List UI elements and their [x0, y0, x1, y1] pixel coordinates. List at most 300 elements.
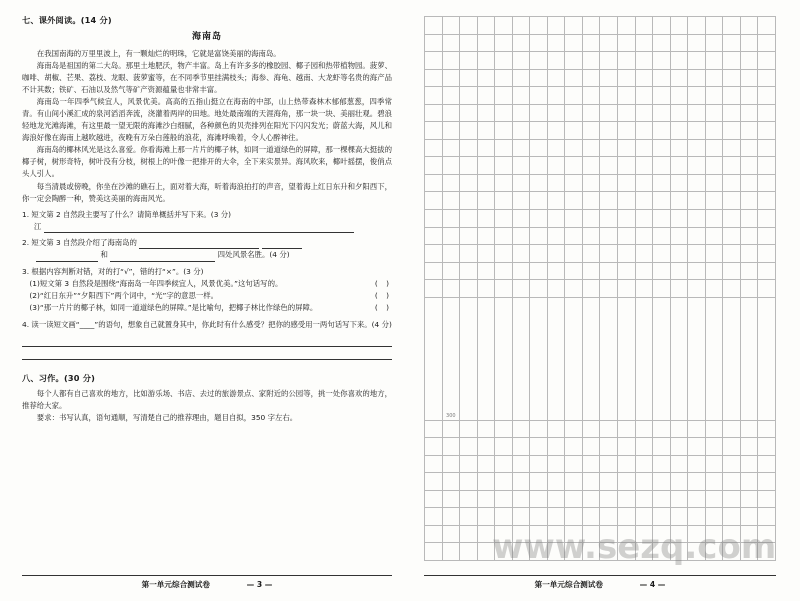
grid-cell[interactable] — [723, 420, 741, 438]
grid-cell[interactable] — [600, 455, 618, 473]
grid-cell[interactable] — [477, 420, 495, 438]
grid-cell[interactable] — [460, 69, 478, 87]
grid-cell[interactable] — [670, 174, 688, 192]
grid-cell[interactable] — [425, 508, 443, 526]
grid-cell[interactable] — [477, 139, 495, 157]
grid-cell[interactable] — [670, 104, 688, 122]
answer-blank[interactable] — [44, 223, 354, 233]
grid-cell[interactable] — [565, 473, 583, 491]
grid-cell[interactable] — [495, 262, 513, 280]
grid-cell[interactable] — [495, 157, 513, 175]
grid-cell[interactable] — [653, 280, 671, 298]
grid-cell[interactable] — [653, 262, 671, 280]
grid-cell[interactable] — [565, 508, 583, 526]
grid-cell[interactable] — [688, 69, 706, 87]
grid-cell[interactable] — [705, 227, 723, 245]
grid-cell[interactable] — [618, 280, 636, 298]
grid-cell[interactable] — [495, 297, 513, 420]
grid-cell[interactable] — [582, 122, 600, 140]
grid-cell[interactable] — [442, 420, 460, 438]
grid-cell[interactable] — [460, 87, 478, 105]
grid-cell[interactable] — [670, 139, 688, 157]
grid-cell[interactable] — [477, 227, 495, 245]
grid-cell[interactable] — [688, 34, 706, 52]
grid-cell[interactable] — [425, 17, 443, 35]
grid-cell[interactable] — [758, 455, 776, 473]
grid-cell[interactable] — [740, 174, 758, 192]
grid-cell[interactable] — [547, 227, 565, 245]
grid-cell[interactable] — [460, 192, 478, 210]
grid-cell[interactable] — [425, 543, 443, 561]
grid-cell[interactable] — [600, 69, 618, 87]
grid-cell[interactable] — [547, 245, 565, 263]
grid-cell[interactable] — [460, 104, 478, 122]
grid-cell[interactable] — [477, 262, 495, 280]
grid-cell[interactable] — [495, 245, 513, 263]
grid-cell[interactable] — [740, 262, 758, 280]
grid-cell[interactable] — [547, 438, 565, 456]
grid-cell[interactable] — [705, 34, 723, 52]
grid-cell[interactable] — [512, 34, 530, 52]
grid-cell[interactable] — [705, 262, 723, 280]
grid-cell[interactable] — [460, 473, 478, 491]
grid-cell[interactable] — [705, 104, 723, 122]
grid-cell[interactable] — [740, 17, 758, 35]
grid-cell[interactable] — [512, 490, 530, 508]
grid-cell[interactable] — [600, 157, 618, 175]
grid-cell[interactable] — [460, 508, 478, 526]
grid-cell[interactable] — [688, 122, 706, 140]
grid-cell[interactable] — [705, 17, 723, 35]
grid-cell[interactable] — [530, 174, 548, 192]
grid-cell[interactable] — [477, 34, 495, 52]
grid-cell[interactable] — [442, 34, 460, 52]
grid-cell[interactable] — [740, 52, 758, 70]
grid-cell[interactable] — [670, 122, 688, 140]
grid-cell[interactable] — [635, 210, 653, 228]
grid-cell[interactable] — [723, 69, 741, 87]
grid-cell[interactable] — [635, 227, 653, 245]
grid-cell[interactable] — [530, 490, 548, 508]
grid-cell[interactable] — [600, 52, 618, 70]
grid-cell[interactable] — [565, 227, 583, 245]
grid-cell[interactable] — [600, 280, 618, 298]
grid-cell[interactable] — [512, 473, 530, 491]
grid-cell[interactable] — [477, 192, 495, 210]
grid-cell[interactable] — [758, 508, 776, 526]
grid-cell[interactable] — [723, 87, 741, 105]
grid-cell[interactable] — [688, 104, 706, 122]
grid-cell[interactable] — [547, 174, 565, 192]
grid-cell[interactable] — [530, 280, 548, 298]
grid-cell[interactable] — [425, 69, 443, 87]
answer-blank[interactable] — [36, 253, 98, 262]
grid-cell[interactable] — [635, 455, 653, 473]
grid-cell[interactable] — [495, 174, 513, 192]
grid-cell[interactable] — [635, 280, 653, 298]
grid-cell[interactable] — [635, 34, 653, 52]
grid-cell[interactable] — [512, 87, 530, 105]
grid-cell[interactable] — [565, 438, 583, 456]
grid-cell[interactable] — [618, 262, 636, 280]
grid-cell[interactable] — [653, 227, 671, 245]
grid-cell[interactable] — [530, 157, 548, 175]
grid-cell[interactable] — [442, 69, 460, 87]
grid-cell[interactable] — [688, 210, 706, 228]
grid-cell[interactable] — [530, 139, 548, 157]
grid-cell[interactable] — [670, 438, 688, 456]
word-count-mark[interactable]: 300 — [442, 297, 460, 420]
grid-cell[interactable] — [582, 157, 600, 175]
grid-cell[interactable] — [582, 490, 600, 508]
grid-cell[interactable] — [565, 174, 583, 192]
grid-cell[interactable] — [740, 420, 758, 438]
grid-cell[interactable] — [582, 280, 600, 298]
grid-cell[interactable] — [512, 245, 530, 263]
grid-cell[interactable] — [705, 139, 723, 157]
grid-cell[interactable] — [442, 473, 460, 491]
grid-cell[interactable] — [670, 455, 688, 473]
grid-cell[interactable] — [425, 473, 443, 491]
grid-cell[interactable] — [670, 280, 688, 298]
grid-cell[interactable] — [618, 104, 636, 122]
grid-cell[interactable] — [723, 34, 741, 52]
grid-cell[interactable] — [565, 280, 583, 298]
grid-cell[interactable] — [705, 455, 723, 473]
grid-cell[interactable] — [547, 87, 565, 105]
grid-cell[interactable] — [670, 473, 688, 491]
grid-cell[interactable] — [547, 508, 565, 526]
grid-cell[interactable] — [740, 34, 758, 52]
grid-cell[interactable] — [460, 227, 478, 245]
grid-cell[interactable] — [653, 104, 671, 122]
grid-cell[interactable] — [758, 52, 776, 70]
grid-cell[interactable] — [582, 139, 600, 157]
grid-cell[interactable] — [425, 525, 443, 543]
grid-cell[interactable] — [670, 17, 688, 35]
grid-cell[interactable] — [460, 157, 478, 175]
grid-cell[interactable] — [425, 210, 443, 228]
grid-cell[interactable] — [758, 174, 776, 192]
grid-cell[interactable] — [495, 69, 513, 87]
grid-cell[interactable] — [442, 139, 460, 157]
grid-cell[interactable] — [688, 17, 706, 35]
grid-cell[interactable] — [547, 210, 565, 228]
grid-cell[interactable] — [530, 438, 548, 456]
grid-cell[interactable] — [530, 52, 548, 70]
grid-cell[interactable] — [705, 297, 723, 420]
grid-cell[interactable] — [670, 227, 688, 245]
grid-cell[interactable] — [758, 139, 776, 157]
grid-cell[interactable] — [565, 455, 583, 473]
grid-cell[interactable] — [565, 297, 583, 420]
grid-cell[interactable] — [565, 262, 583, 280]
answer-blank[interactable] — [22, 334, 392, 347]
grid-cell[interactable] — [460, 543, 478, 561]
grid-cell[interactable] — [740, 122, 758, 140]
grid-cell[interactable] — [740, 157, 758, 175]
grid-cell[interactable] — [705, 438, 723, 456]
grid-cell[interactable] — [688, 262, 706, 280]
grid-cell[interactable] — [600, 420, 618, 438]
grid-cell[interactable] — [723, 139, 741, 157]
grid-cell[interactable] — [477, 122, 495, 140]
grid-cell[interactable] — [495, 52, 513, 70]
grid-cell[interactable] — [547, 473, 565, 491]
grid-cell[interactable] — [582, 174, 600, 192]
grid-cell[interactable] — [600, 34, 618, 52]
grid-cell[interactable] — [618, 17, 636, 35]
grid-cell[interactable] — [600, 262, 618, 280]
grid-cell[interactable] — [758, 192, 776, 210]
grid-cell[interactable] — [530, 297, 548, 420]
grid-cell[interactable] — [565, 420, 583, 438]
grid-cell[interactable] — [460, 455, 478, 473]
grid-cell[interactable] — [688, 192, 706, 210]
grid-cell[interactable] — [425, 280, 443, 298]
grid-cell[interactable] — [512, 157, 530, 175]
grid-cell[interactable] — [618, 122, 636, 140]
grid-cell[interactable] — [495, 34, 513, 52]
grid-cell[interactable] — [530, 245, 548, 263]
grid-cell[interactable] — [425, 139, 443, 157]
grid-cell[interactable] — [600, 210, 618, 228]
grid-cell[interactable] — [442, 280, 460, 298]
grid-cell[interactable] — [565, 122, 583, 140]
grid-cell[interactable] — [442, 227, 460, 245]
grid-cell[interactable] — [670, 87, 688, 105]
grid-cell[interactable] — [635, 157, 653, 175]
grid-cell[interactable] — [635, 473, 653, 491]
grid-cell[interactable] — [618, 87, 636, 105]
grid-cell[interactable] — [653, 438, 671, 456]
grid-cell[interactable] — [618, 420, 636, 438]
grid-cell[interactable] — [442, 104, 460, 122]
grid-cell[interactable] — [618, 297, 636, 420]
grid-cell[interactable] — [635, 490, 653, 508]
grid-cell[interactable] — [530, 210, 548, 228]
grid-cell[interactable] — [688, 438, 706, 456]
grid-cell[interactable] — [600, 139, 618, 157]
grid-cell[interactable] — [618, 52, 636, 70]
grid-cell[interactable] — [425, 52, 443, 70]
grid-cell[interactable] — [758, 473, 776, 491]
grid-cell[interactable] — [653, 52, 671, 70]
grid-cell[interactable] — [723, 174, 741, 192]
grid-cell[interactable] — [723, 297, 741, 420]
grid-cell[interactable] — [530, 104, 548, 122]
grid-cell[interactable] — [547, 69, 565, 87]
grid-cell[interactable] — [547, 192, 565, 210]
grid-cell[interactable] — [723, 157, 741, 175]
grid-cell[interactable] — [688, 52, 706, 70]
grid-cell[interactable] — [425, 227, 443, 245]
grid-cell[interactable] — [460, 280, 478, 298]
grid-cell[interactable] — [512, 210, 530, 228]
grid-cell[interactable] — [618, 157, 636, 175]
grid-cell[interactable] — [512, 52, 530, 70]
grid-cell[interactable] — [477, 17, 495, 35]
grid-cell[interactable] — [512, 192, 530, 210]
grid-cell[interactable] — [512, 438, 530, 456]
grid-cell[interactable] — [653, 34, 671, 52]
grid-cell[interactable] — [635, 122, 653, 140]
grid-cell[interactable] — [758, 87, 776, 105]
grid-cell[interactable] — [477, 438, 495, 456]
grid-cell[interactable] — [565, 157, 583, 175]
grid-cell[interactable] — [705, 245, 723, 263]
grid-cell[interactable] — [653, 17, 671, 35]
grid-cell[interactable] — [635, 420, 653, 438]
grid-cell[interactable] — [618, 34, 636, 52]
grid-cell[interactable] — [495, 227, 513, 245]
grid-cell[interactable] — [635, 69, 653, 87]
grid-cell[interactable] — [618, 508, 636, 526]
grid-cell[interactable] — [635, 52, 653, 70]
grid-cell[interactable] — [512, 280, 530, 298]
grid-cell[interactable] — [425, 34, 443, 52]
grid-cell[interactable] — [688, 139, 706, 157]
grid-cell[interactable] — [512, 262, 530, 280]
grid-cell[interactable] — [495, 473, 513, 491]
grid-cell[interactable] — [512, 17, 530, 35]
grid-cell[interactable] — [740, 490, 758, 508]
grid-cell[interactable] — [442, 87, 460, 105]
grid-cell[interactable] — [688, 87, 706, 105]
grid-cell[interactable] — [758, 420, 776, 438]
grid-cell[interactable] — [582, 87, 600, 105]
grid-cell[interactable] — [530, 508, 548, 526]
grid-cell[interactable] — [582, 455, 600, 473]
grid-cell[interactable] — [653, 508, 671, 526]
grid-cell[interactable] — [495, 280, 513, 298]
grid-cell[interactable] — [425, 438, 443, 456]
grid-cell[interactable] — [477, 297, 495, 420]
grid-cell[interactable] — [460, 525, 478, 543]
grid-cell[interactable] — [758, 34, 776, 52]
grid-cell[interactable] — [758, 122, 776, 140]
grid-cell[interactable] — [442, 262, 460, 280]
truefalse-box[interactable]: ( ) — [374, 278, 392, 288]
grid-cell[interactable] — [460, 174, 478, 192]
grid-cell[interactable] — [547, 455, 565, 473]
grid-cell[interactable] — [530, 192, 548, 210]
grid-cell[interactable] — [460, 52, 478, 70]
grid-cell[interactable] — [582, 245, 600, 263]
grid-cell[interactable] — [705, 280, 723, 298]
grid-cell[interactable] — [460, 34, 478, 52]
grid-cell[interactable] — [442, 455, 460, 473]
grid-cell[interactable] — [670, 157, 688, 175]
grid-cell[interactable] — [653, 192, 671, 210]
grid-cell[interactable] — [723, 455, 741, 473]
grid-cell[interactable] — [495, 455, 513, 473]
grid-cell[interactable] — [705, 420, 723, 438]
grid-cell[interactable] — [635, 104, 653, 122]
grid-cell[interactable] — [705, 210, 723, 228]
grid-cell[interactable] — [530, 473, 548, 491]
grid-cell[interactable] — [582, 473, 600, 491]
grid-cell[interactable] — [758, 69, 776, 87]
grid-cell[interactable] — [618, 174, 636, 192]
grid-cell[interactable] — [705, 473, 723, 491]
grid-cell[interactable] — [653, 87, 671, 105]
grid-cell[interactable] — [582, 34, 600, 52]
grid-cell[interactable] — [512, 508, 530, 526]
grid-cell[interactable] — [688, 157, 706, 175]
grid-cell[interactable] — [495, 508, 513, 526]
grid-cell[interactable] — [688, 508, 706, 526]
grid-cell[interactable] — [582, 104, 600, 122]
grid-cell[interactable] — [425, 174, 443, 192]
grid-cell[interactable] — [460, 420, 478, 438]
grid-cell[interactable] — [653, 297, 671, 420]
grid-cell[interactable] — [723, 104, 741, 122]
grid-cell[interactable] — [547, 157, 565, 175]
grid-cell[interactable] — [653, 490, 671, 508]
grid-cell[interactable] — [653, 420, 671, 438]
grid-cell[interactable] — [495, 139, 513, 157]
grid-cell[interactable] — [565, 139, 583, 157]
grid-cell[interactable] — [495, 104, 513, 122]
grid-cell[interactable] — [670, 192, 688, 210]
grid-cell[interactable] — [705, 174, 723, 192]
grid-cell[interactable] — [477, 69, 495, 87]
grid-cell[interactable] — [582, 508, 600, 526]
grid-cell[interactable] — [740, 210, 758, 228]
grid-cell[interactable] — [740, 192, 758, 210]
grid-cell[interactable] — [547, 104, 565, 122]
grid-cell[interactable] — [740, 87, 758, 105]
grid-cell[interactable] — [442, 122, 460, 140]
grid-cell[interactable] — [600, 227, 618, 245]
grid-cell[interactable] — [705, 490, 723, 508]
grid-cell[interactable] — [758, 262, 776, 280]
grid-cell[interactable] — [425, 490, 443, 508]
grid-cell[interactable] — [670, 490, 688, 508]
answer-blank[interactable] — [110, 253, 215, 262]
grid-cell[interactable] — [582, 52, 600, 70]
truefalse-box[interactable]: ( ) — [374, 303, 392, 313]
grid-cell[interactable] — [688, 245, 706, 263]
grid-cell[interactable] — [565, 192, 583, 210]
grid-cell[interactable] — [600, 245, 618, 263]
grid-cell[interactable] — [582, 69, 600, 87]
grid-cell[interactable] — [723, 52, 741, 70]
grid-cell[interactable] — [758, 245, 776, 263]
grid-cell[interactable] — [512, 174, 530, 192]
grid-cell[interactable] — [512, 297, 530, 420]
grid-cell[interactable] — [670, 420, 688, 438]
grid-cell[interactable] — [442, 490, 460, 508]
grid-cell[interactable] — [600, 122, 618, 140]
grid-cell[interactable] — [653, 139, 671, 157]
grid-cell[interactable] — [530, 420, 548, 438]
grid-cell[interactable] — [758, 210, 776, 228]
grid-cell[interactable] — [618, 210, 636, 228]
grid-cell[interactable] — [688, 490, 706, 508]
grid-cell[interactable] — [425, 297, 443, 420]
grid-cell[interactable] — [512, 139, 530, 157]
grid-cell[interactable] — [758, 17, 776, 35]
grid-cell[interactable] — [442, 438, 460, 456]
grid-cell[interactable] — [442, 210, 460, 228]
grid-cell[interactable] — [635, 139, 653, 157]
grid-cell[interactable] — [512, 420, 530, 438]
grid-cell[interactable] — [565, 69, 583, 87]
grid-cell[interactable] — [758, 297, 776, 420]
grid-cell[interactable] — [758, 438, 776, 456]
